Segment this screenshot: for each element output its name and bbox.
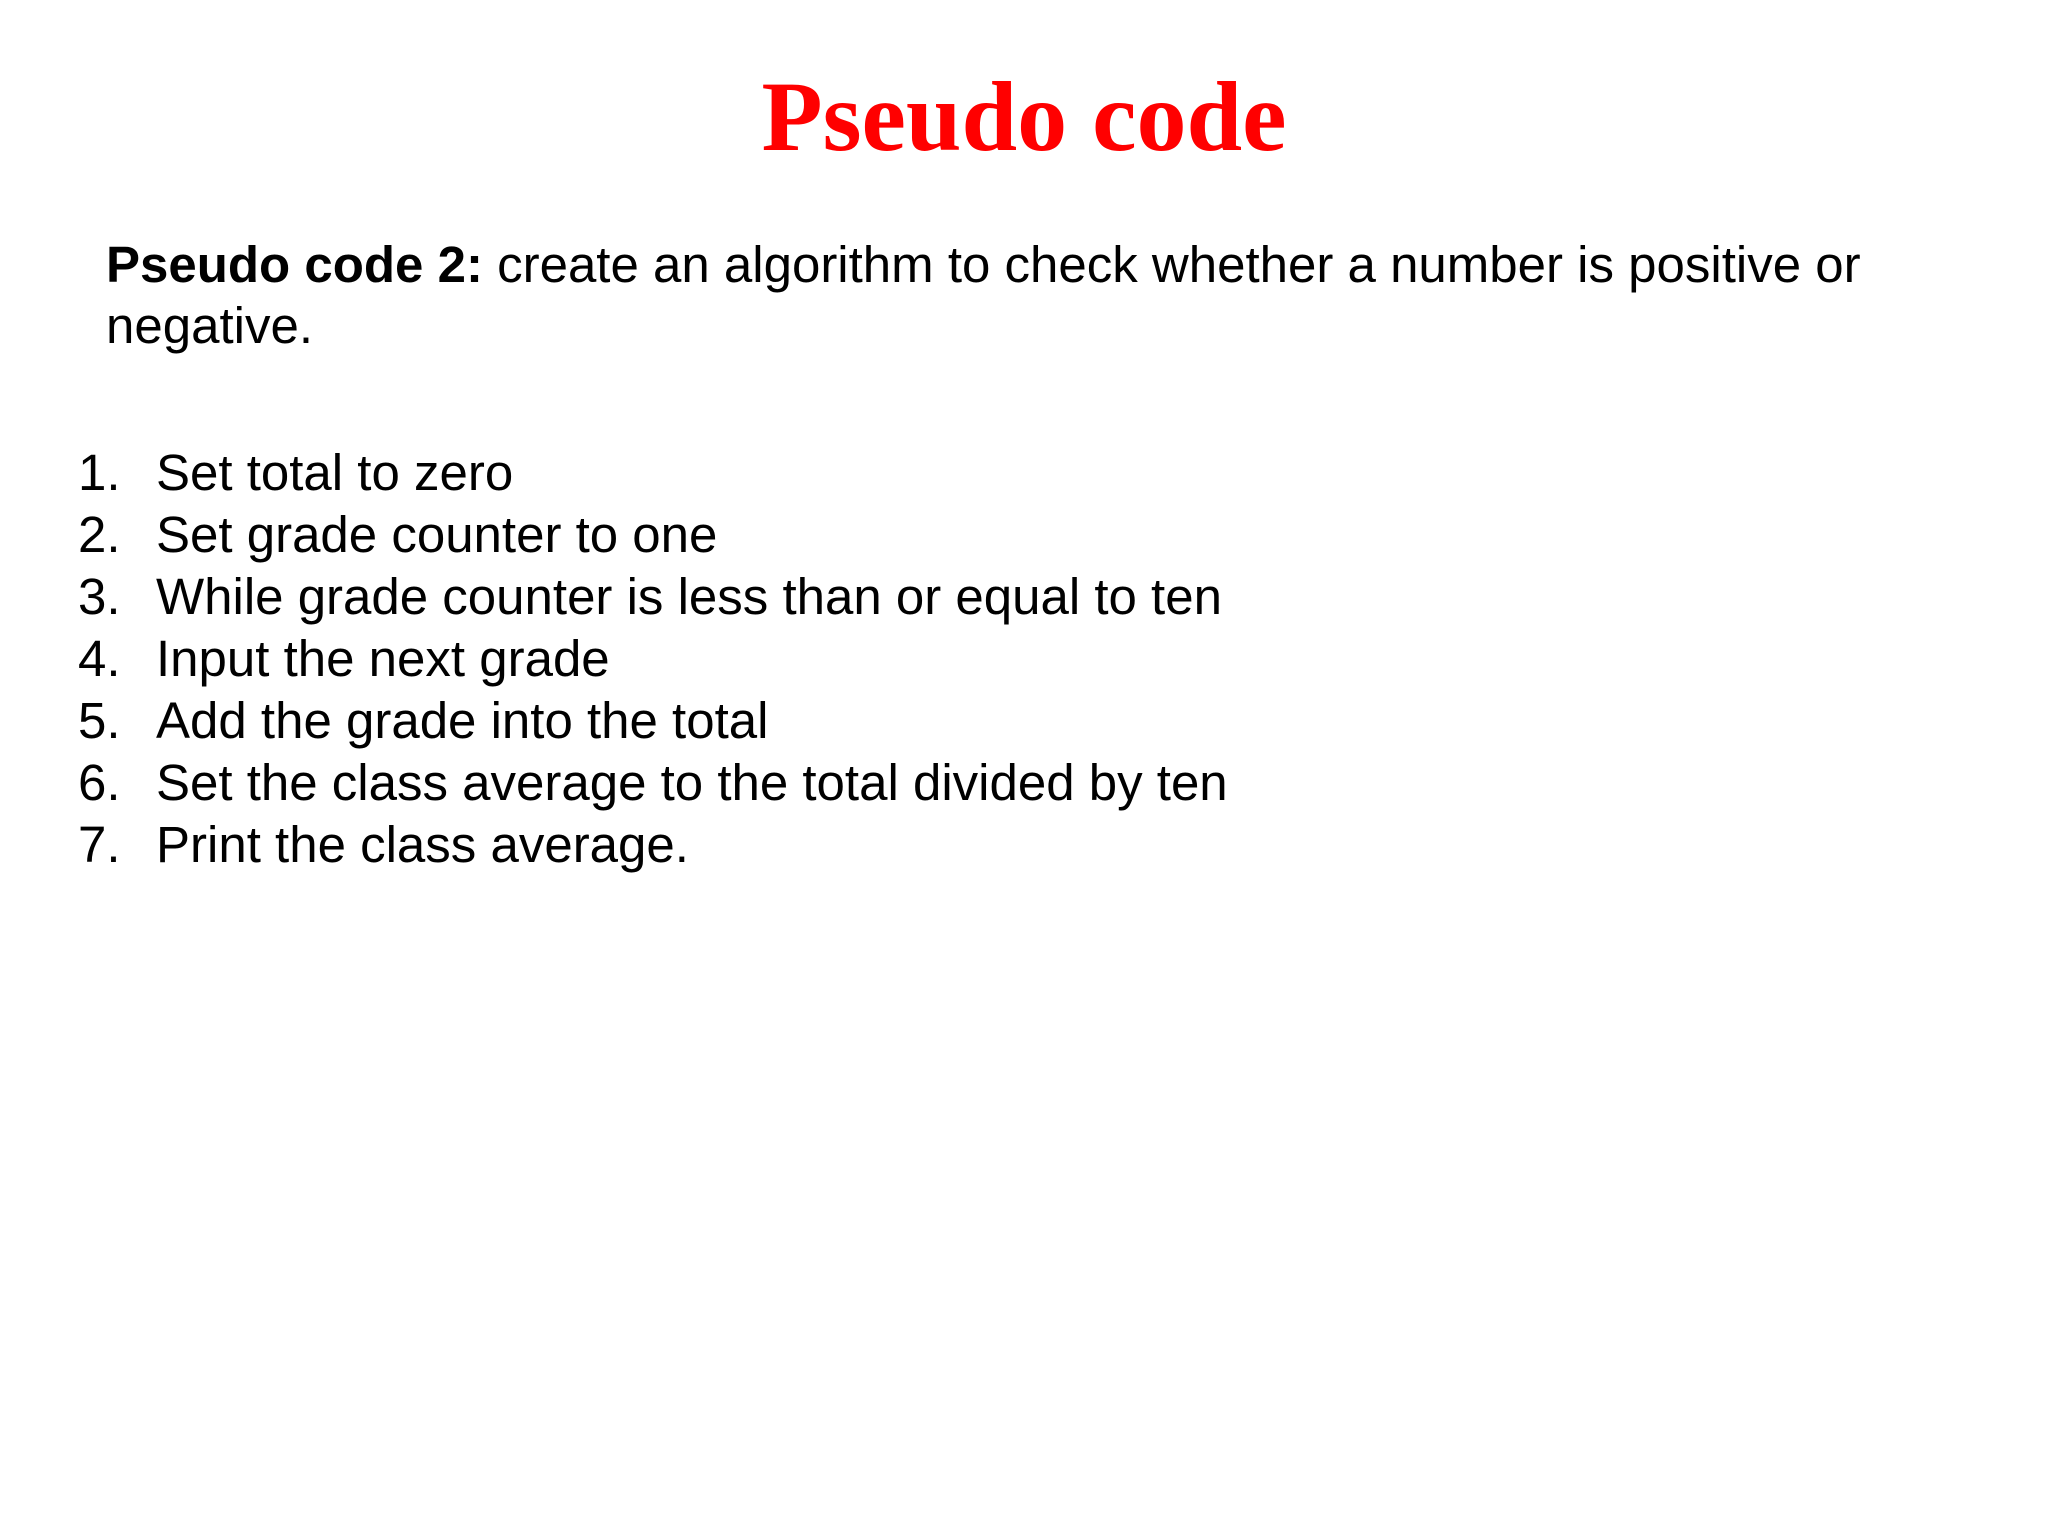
list-item — [78, 690, 1228, 752]
intro-paragraph — [106, 234, 1926, 356]
step-text: Set grade counter to one — [156, 506, 718, 563]
step-number: 1. — [78, 444, 121, 501]
list-item — [78, 752, 1228, 814]
step-number: 5. — [78, 692, 121, 749]
step-number: 7. — [78, 816, 121, 873]
step-text: Set total to zero — [156, 444, 514, 501]
step-text: Add the grade into the total — [156, 692, 769, 749]
steps-list — [78, 442, 1228, 876]
step-number: 4. — [78, 630, 121, 687]
intro-lead: Pseudo code 2: — [106, 236, 483, 293]
list-item — [78, 814, 1228, 876]
list-item — [78, 566, 1228, 628]
list-item — [78, 628, 1228, 690]
slide-title: Pseudo code — [761, 61, 1287, 172]
list-item — [78, 504, 1228, 566]
step-text: Input the next grade — [156, 630, 610, 687]
step-number: 3. — [78, 568, 121, 625]
intro-text: create an algorithm to check whether a number is positive or negative. — [106, 236, 1861, 354]
step-number: 6. — [78, 754, 121, 811]
step-text: Print the class average. — [156, 816, 689, 873]
list-item — [78, 442, 1228, 504]
step-text: Set the class average to the total divided by ten — [156, 754, 1228, 811]
step-text: While grade counter is less than or equal to ten — [156, 568, 1222, 625]
step-number: 2. — [78, 506, 121, 563]
